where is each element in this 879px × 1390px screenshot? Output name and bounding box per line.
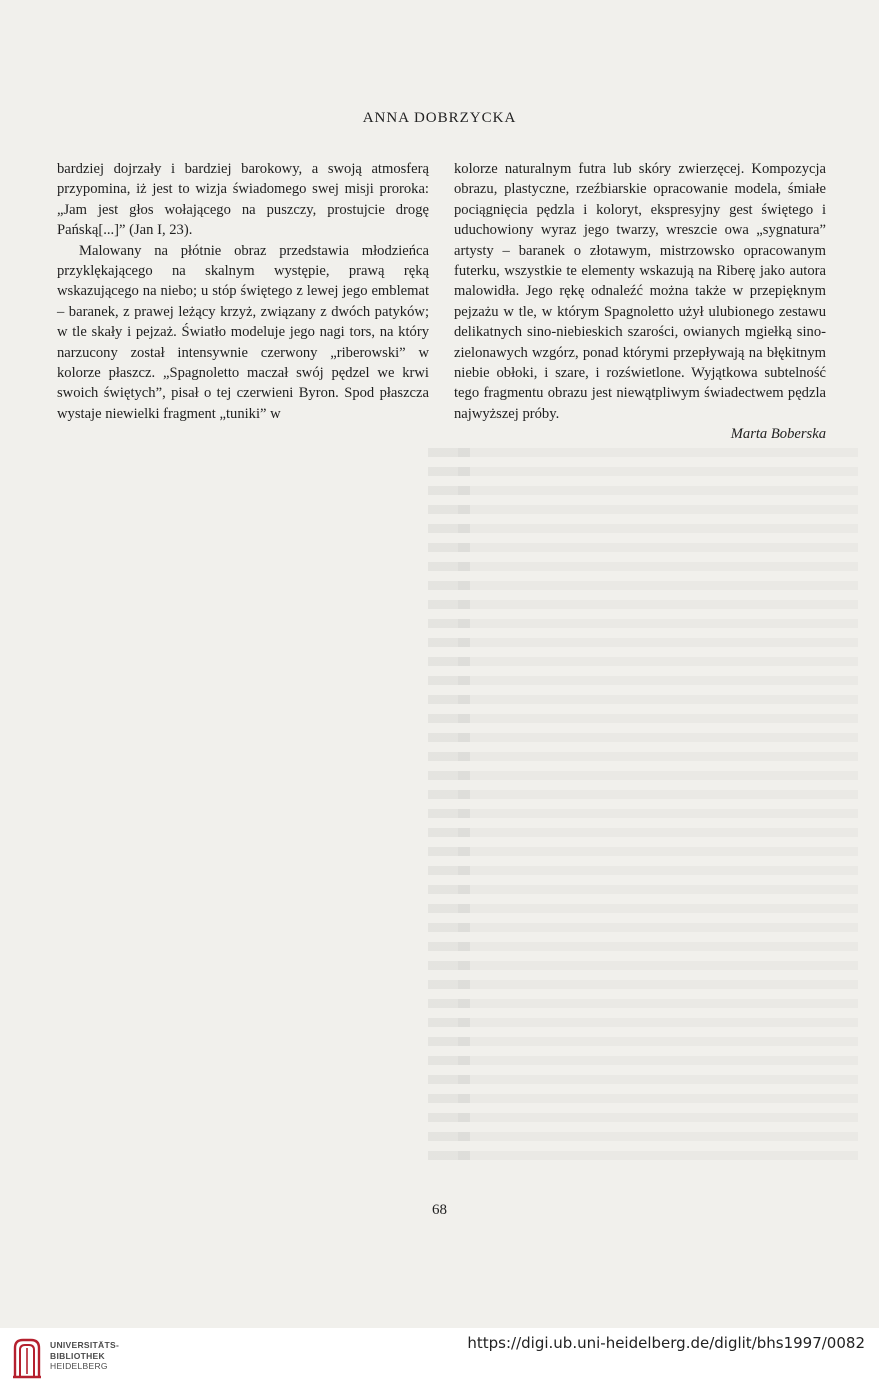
paragraph: Malowany na płótnie obraz przedstawia młodzieńca przyklękającego na skalnym występie, prawą ręką wskazującego na niebo; u stóp świętego z lewej jego emblemat – baranek, z prawej leżący krzyż, związany z dwóch patyków; w tle skały i pejzaż. Światło modeluje jego nagi tors, na który narzucony został intensywnie czerwony „riberowski” w kolorze płaszcz. „Spagnoletto maczał swój pędzel we krwi swoich świętych”, pisał o tej czerwieni Byron. Spod płaszcza wystaje niewielki fragment „tuniki” w bbox=[57, 242, 429, 422]
library-name bbox=[50, 1340, 119, 1372]
library-name-line: HEIDELBERG bbox=[50, 1361, 108, 1371]
running-header: ANNA DOBRZYCKA bbox=[362, 110, 517, 126]
library-name-line: UNIVERSITÄTS- bbox=[50, 1340, 120, 1350]
author-signature: Marta Boberska bbox=[730, 426, 826, 443]
paragraph: kolorze naturalnym futra lub skóry zwierzęcej. Kompozycja obrazu, plastyczne, rzeźbiarskie opracowanie modela, śmiałe pociągnięcia pędzla i koloryt, ekspresyjny gest świętego i uduchowiony wyraz jego twarzy, wreszcie owa „sygnatura” artysty – baranek o złotawym, mistrzowsko opracowanym futerku, wszystkie te elementy wskazują na Riberę jako autora malowidła. Jego rękę odnaleźć można także w przepięknym pejzażu w tle, w którym Spagnoletto użył ulubionego zestawu delikatnych sino-niebieskich szarości, owianych mgiełką sino-zielonawych wzgórz, ponad którymi przepływają na błękitnym niebie obłoki, i szare, i rozświetlone. Wyjątkowa subtelność tego fragmentu obrazu jest niewątpliwym świadectwem pędzla najwyższej próby. bbox=[454, 161, 826, 422]
library-name-line: BIBLIOTHEK bbox=[50, 1350, 105, 1361]
right-column bbox=[454, 159, 826, 445]
permalink-url[interactable]: https://digi.ub.uni-heidelberg.de/diglit/bhs1997/0082 bbox=[467, 1334, 865, 1352]
page-number: 68 bbox=[432, 1202, 447, 1218]
paragraph: bardziej dojrzały i bardziej barokowy, a swoją atmosferą przypomina, iż jest to wizja świadomego swej misji proroka: „Jam jest głos wołającego na puszczy, prostujcie drogę Pańską[...]” (Jan I, 23). bbox=[57, 161, 429, 239]
heidelberg-library-logo-icon bbox=[12, 1336, 42, 1380]
viewer-footer bbox=[0, 1328, 879, 1390]
left-column bbox=[57, 159, 429, 424]
bleed-through-right bbox=[458, 448, 858, 1168]
